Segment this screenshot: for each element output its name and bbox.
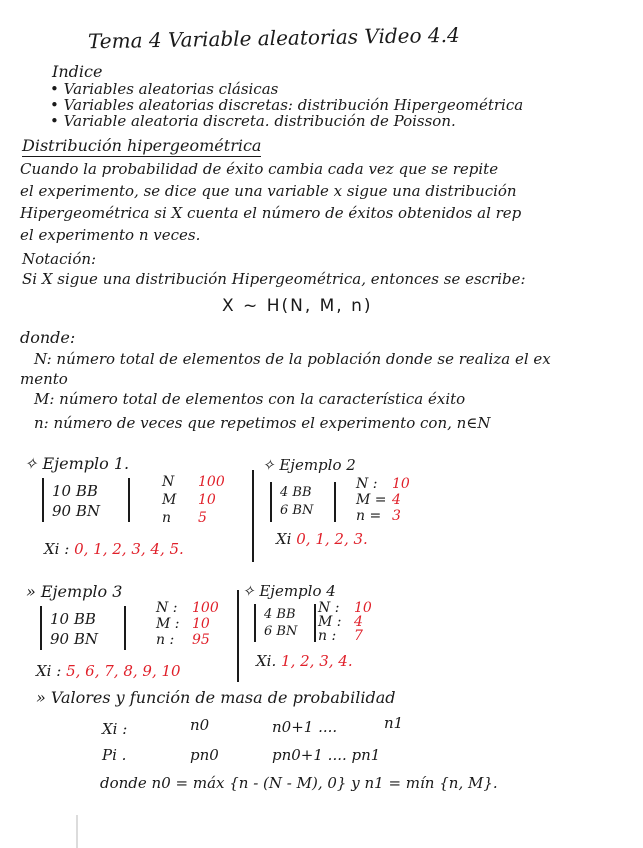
paragraph-line: Cuando la probabilidad de éxito cambia cada vez que se repite — [20, 160, 499, 178]
prob-row-label: Pi . — [102, 746, 127, 764]
definition-line: M: número total de elementos con la característica éxito — [34, 390, 466, 408]
section-heading: Distribución hipergeométrica — [22, 136, 262, 155]
param-row: N 100 — [162, 474, 225, 490]
example-label: ✧ Ejemplo 1. — [24, 454, 130, 473]
notacion-heading: Notación: — [22, 250, 97, 268]
param-row: N : 100 — [156, 600, 219, 616]
param-row: M = 4 — [356, 492, 401, 508]
definition-line: n: número de veces que repetimos el experimento con, n∈N — [34, 414, 491, 432]
param-row: N : 10 — [356, 476, 410, 492]
param-row: M : 4 — [318, 614, 363, 630]
example-label: ✧ Ejemplo 4 — [242, 582, 336, 600]
indice-item: • Variable aleatoria discreta. distribución de Poisson. — [50, 112, 456, 130]
urn-box: 4 BB 6 BN — [254, 604, 316, 642]
prob-row-cell: pn0 — [190, 746, 219, 764]
example-divider — [237, 590, 239, 682]
prob-row-cell: pn0+1 .... pn1 — [272, 746, 381, 764]
urn-box: 4 BB 6 BN — [270, 482, 336, 522]
page-title: Tema 4 Variable aleatorias Video 4.4 — [87, 22, 460, 54]
example-label: » Ejemplo 3 — [26, 582, 123, 601]
xi-values: Xi : 0, 1, 2, 3, 4, 5. — [44, 540, 184, 558]
indice-heading: Indice — [52, 62, 103, 81]
notacion-line: Si X sigue una distribución Hipergeométrica, entonces se escribe: — [22, 270, 526, 288]
example-label: ✧ Ejemplo 2 — [262, 456, 356, 474]
xi-values: Xi : 5, 6, 7, 8, 9, 10 — [36, 662, 181, 680]
values-row-cell: n1 — [384, 714, 404, 732]
param-row: M : 10 — [156, 616, 210, 632]
param-row: n = 3 — [356, 508, 401, 524]
page-margin-mark — [76, 815, 78, 848]
definition-line: mento — [20, 370, 68, 388]
paragraph-line: el experimento n veces. — [20, 226, 201, 244]
definition-line: N: número total de elementos de la población donde se realiza el ex — [34, 350, 551, 368]
paragraph-line: Hipergeométrica si X cuenta el número de éxitos obtenidos al rep — [20, 204, 522, 222]
urn-box: 10 BB 90 BN — [42, 478, 130, 522]
values-row-label: Xi : — [102, 720, 128, 738]
indice-item: • Variables aleatorias discretas: distribución Hipergeométrica — [50, 96, 524, 114]
paragraph-line: el experimento, se dice que una variable x sigue una distribución — [20, 182, 517, 200]
param-row: n : 7 — [318, 628, 363, 644]
values-row-cell: n0+1 .... — [272, 718, 338, 736]
donde-heading: donde: — [20, 328, 76, 347]
example-divider — [252, 470, 254, 562]
param-row: n : 95 — [156, 632, 210, 648]
formula: X ~ H(N, M, n) — [222, 296, 373, 316]
values-row-cell: n0 — [190, 716, 210, 734]
xi-values: Xi 0, 1, 2, 3. — [276, 530, 368, 548]
indice-item: • Variables aleatorias clásicas — [50, 80, 279, 98]
param-row: M 10 — [162, 492, 216, 508]
urn-box: 10 BB 90 BN — [40, 606, 126, 650]
xi-values: Xi. 1, 2, 3, 4. — [256, 652, 353, 670]
donde-formula: donde n0 = máx {n - (N - M), 0} y n1 = mín {n, M}. — [100, 774, 498, 792]
param-row: N : 10 — [318, 600, 372, 616]
param-row: n 5 — [162, 510, 207, 526]
valores-heading: » Valores y función de masa de probabilidad — [36, 688, 396, 707]
